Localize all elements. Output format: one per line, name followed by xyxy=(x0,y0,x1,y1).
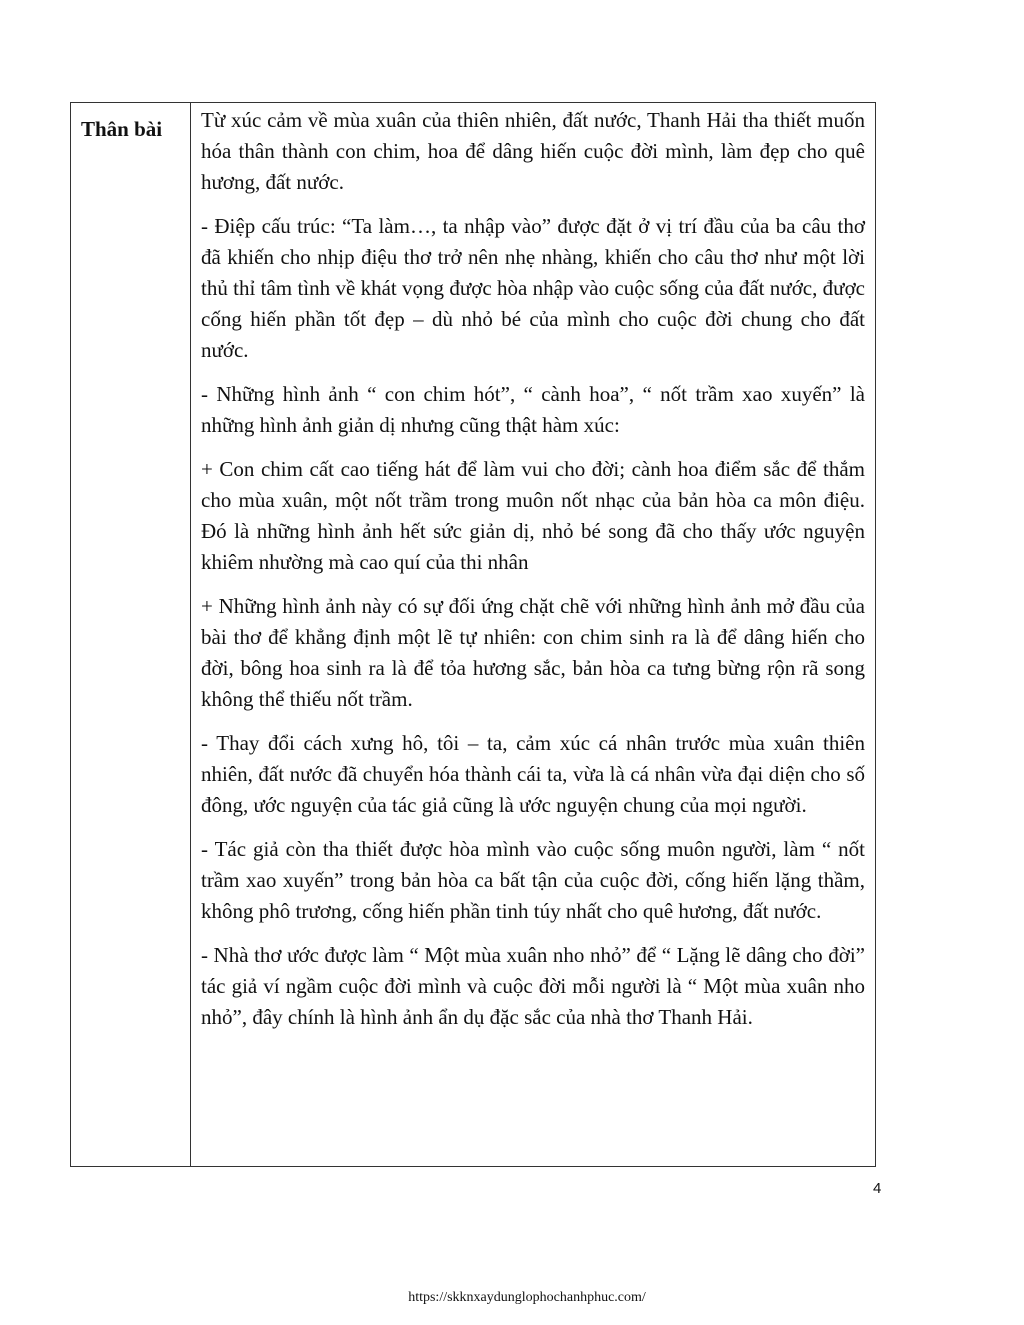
table-row xyxy=(71,103,876,1167)
paragraph: Từ xúc cảm về mùa xuân của thiên nhiên, đất nước, Thanh Hải tha thiết muốn hóa thân thành con chim, hoa để dâng hiến cuộc đời mình, làm đẹp cho quê hương, đất nước. xyxy=(201,108,865,194)
content-cell xyxy=(191,103,876,1167)
label-cell xyxy=(71,103,191,1167)
content-body xyxy=(191,103,875,1033)
page-number: 4 xyxy=(873,1180,882,1197)
paragraph: - Những hình ảnh “ con chim hót”, “ cành hoa”, “ nốt trầm xao xuyến” là những hình ảnh giản dị nhưng cũng thật hàm xúc: xyxy=(201,382,865,437)
section-label: Thân bài xyxy=(81,117,163,141)
footer-url[interactable]: https://skknxaydunglophochanhphuc.com/ xyxy=(408,1290,646,1305)
paragraph: - Nhà thơ ước được làm “ Một mùa xuân nho nhỏ” để “ Lặng lẽ dâng cho đời” tác giả ví ngầm cuộc đời mình và cuộc đời mỗi người là “ Một mùa xuân nho nhỏ”, đây chính là hình ảnh ẩn dụ đặc sắc của nhà thơ Thanh Hải. xyxy=(201,943,865,1029)
paragraph: - Điệp cấu trúc: “Ta làm…, ta nhập vào” được đặt ở vị trí đầu của ba câu thơ đã khiến cho nhịp điệu thơ trở nên nhẹ nhàng, khiến cho câu thơ như một lời thủ thỉ tâm tình về khát vọng được hòa nhập vào cuộc sống của đất nước, được cống hiến phần tốt đẹp – dù nhỏ bé của mình cho cuộc đời chung cho đất nước. xyxy=(201,214,865,362)
paragraph: + Những hình ảnh này có sự đối ứng chặt chẽ với những hình ảnh mở đầu của bài thơ để khẳng định một lẽ tự nhiên: con chim sinh ra là để dâng hiến cho đời, bông hoa sinh ra là để tỏa hương sắc, bản hòa ca tưng bừng rộn rã song không thể thiếu nốt trầm. xyxy=(201,594,865,711)
paragraph: + Con chim cất cao tiếng hát để làm vui cho đời; cành hoa điểm sắc để thắm cho mùa xuân, một nốt trầm trong muôn nốt nhạc của bản hòa ca môn điệu. Đó là những hình ảnh hết sức giản dị, nhỏ bé song đã cho thấy ước nguyện khiêm nhường mà cao quí của thi nhân xyxy=(201,457,865,574)
paragraph: - Thay đổi cách xưng hô, tôi – ta, cảm xúc cá nhân trước mùa xuân thiên nhiên, đất nước đã chuyển hóa thành cái ta, vừa là cá nhân vừa đại diện cho số đông, ước nguyện của tác giả cũng là ước nguyện chung của mọi người. xyxy=(201,731,865,817)
paragraph: - Tác giả còn tha thiết được hòa mình vào cuộc sống muôn người, làm “ nốt trầm xao xuyến” trong bản hòa ca bất tận của cuộc đời, cống hiến lặng thầm, không phô trương, cống hiến phần tinh túy nhất cho quê hương, đất nước. xyxy=(201,837,865,923)
content-table xyxy=(70,102,876,1167)
